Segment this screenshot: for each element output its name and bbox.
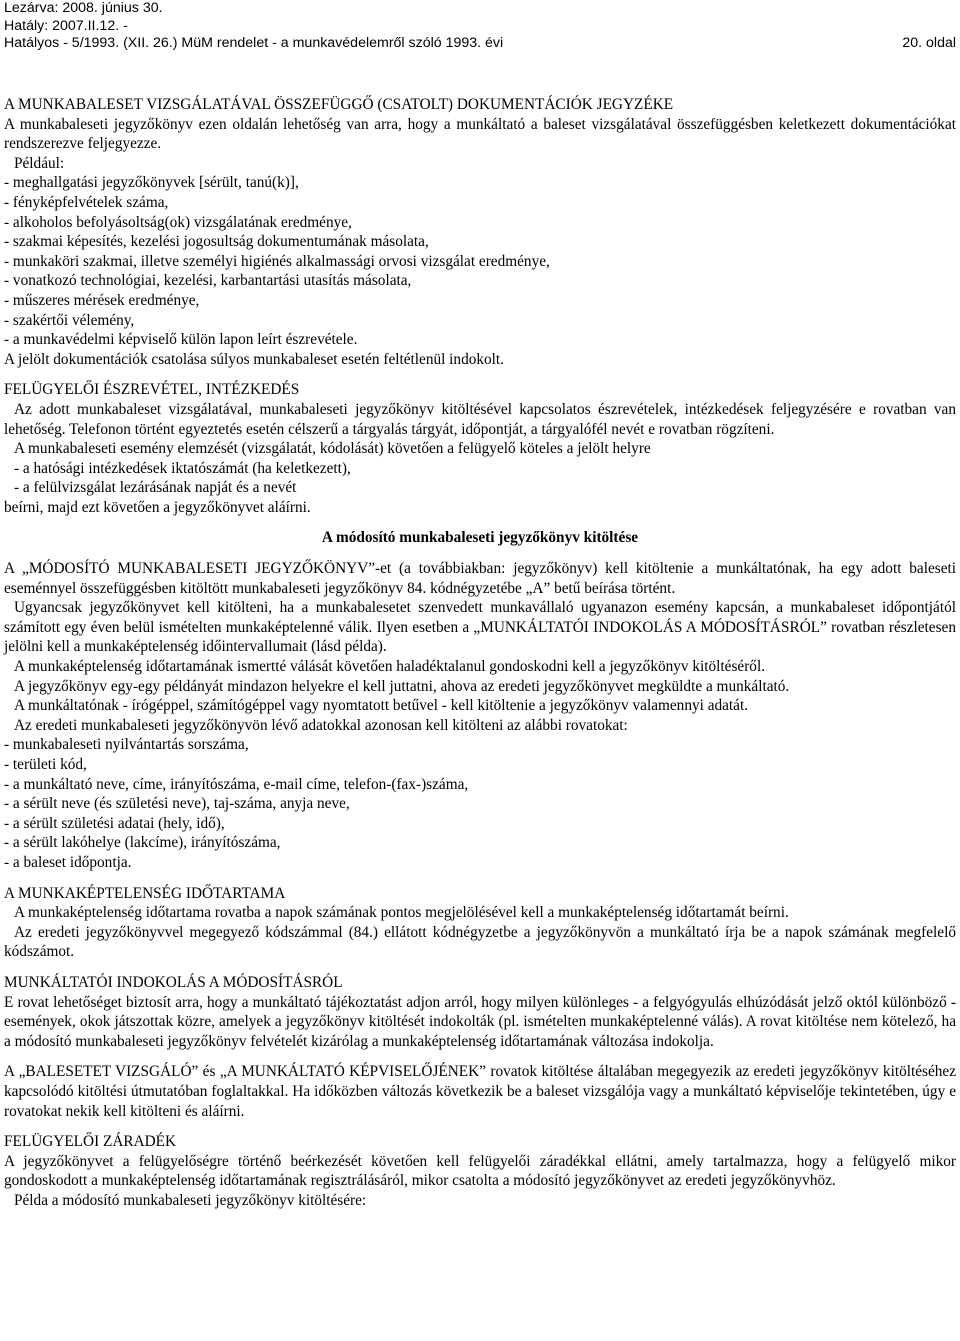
paragraph: beírni, majd ezt követően a jegyzőkönyvet aláírni.: [4, 498, 311, 516]
effective-date: Hatály: 2007.II.12. -: [4, 17, 128, 34]
document-reference: Hatályos - 5/1993. (XII. 26.) MüM rendelet - a munkavédelemről szóló 1993. évi: [4, 35, 504, 51]
list-item: - a munkáltató neve, címe, irányítószáma, e-mail címe, telefon-(fax-)száma,: [4, 775, 469, 793]
section-title-amendment-report: A módosító munkabaleseti jegyzőkönyv kitöltése: [321, 529, 639, 547]
list-item: - a felülvizsgálat lezárásának napját és a nevét: [14, 479, 297, 497]
list-item: - a hatósági intézkedések iktatószámát (ha keletkezett),: [14, 459, 351, 477]
paragraph: A munkaképtelenség időtartama rovatba a napok számának pontos megjelölésével kell a munkaképtelenség időtartamát beírni.: [14, 904, 789, 922]
list-item: - a munkavédelmi képviselő külön lapon leírt észrevétele.: [4, 331, 358, 349]
paragraph: E rovat lehetőséget biztosít arra, hogy a munkáltató tájékoztatást adjon arról, hogy milyen különleges - a felgyógyulás elhúzódását jelző októl különböző - események, okok játszottak közre, amelyek a jegyzőkönyv kitöltését indokolták (pl. ismételten munkaképtelenné válás). A rovat kitöltése nem kötelező, ha a módosító munkabaleseti jegyzőkönyv felvételét kizárólag a munkaképtelenség időtartamának változása indokolja.: [4, 993, 956, 1050]
paragraph: Például:: [14, 154, 65, 172]
list-item: - a sérült neve (és születési neve), taj-száma, anyja neve,: [4, 795, 350, 813]
paragraph: A „BALESETET VIZSGÁLÓ” és „A MUNKÁLTATÓ KÉPVISELŐJÉNEK” rovatok kitöltése általában megegyezik az eredeti jegyzőkönyv kitöltéséhez kapcsolódó kitöltési útmutatóban foglaltakkal. Ha időközben változás következik be a baleset vizsgálója vagy a munkáltató képviselője tekintetében, úgy e rovatokat nekik kell kitölteni és aláírni.: [4, 1063, 956, 1120]
paragraph: A munkáltatónak - írógéppel, számítógéppel vagy nyomtatott betűvel - kell kitöltenie a jegyzőkönyv valamennyi adatát.: [14, 697, 749, 715]
paragraph: Példa a módosító munkabaleseti jegyzőkönyv kitöltésére:: [14, 1191, 367, 1209]
paragraph: A „MÓDOSÍTÓ MUNKABALESETI JEGYZŐKÖNYV”-et (a továbbiakban: jegyzőkönyv) kell kitöltenie a munkáltatónak, ha egy adott baleseti eseménnyel összefüggésben kitöltött munkabaleseti jegyzőkönyv 84. kódnégyzetébe „A” betű beírása történt.: [4, 560, 956, 597]
paragraph: A munkabaleseti jegyzőkönyv ezen oldalán lehetőség van arra, hogy a munkáltató a baleset vizsgálatával összefüggésben keletkezett dokumentációkat rendszerezve feljegyezze.: [4, 115, 956, 153]
paragraph: A munkabaleseti esemény elemzését (vizsgálatát, kódolását) követően a felügyelő köteles a jelölt helyre: [14, 440, 651, 458]
list-item: - meghallgatási jegyzőkönyvek [sérült, tanú(k)],: [4, 174, 299, 192]
list-item: - szakértői vélemény,: [4, 311, 135, 329]
list-item: - szakmai képesítés, kezelési jogosultság dokumentumának másolata,: [4, 233, 429, 251]
list-item: - vonatkozó technológiai, kezelési, karbantartási utasítás másolata,: [4, 272, 412, 290]
list-item: - a sérült születési adatai (hely, idő),: [4, 814, 225, 832]
paragraph: Az eredeti munkabaleseti jegyzőkönyvön lévő adatokkal azonosan kell kitölteni az alábbi rovatokat:: [14, 716, 628, 734]
document-body: [4, 95, 956, 1210]
list-item: - területi kód,: [4, 756, 87, 773]
list-item: - a sérült lakóhelye (lakcíme), irányítószáma,: [4, 834, 281, 852]
list-item: - műszeres mérések eredménye,: [4, 291, 200, 309]
paragraph: Ugyancsak jegyzőkönyvet kell kitölteni, ha a munkabalesetet szenvedett munkavállaló ugyanazon esemény kapcsán, a munkabaleset időpontjától számított egy éven belül ismételten munkaképtelenné válik. Ilyen esetben a „MUNKÁLTATÓI INDOKOLÁS A MÓDOSÍTÁSRÓL” rovatban részletesen jelölni kell a munkaképtelenség időintervallumait (lásd példa).: [4, 599, 956, 656]
list-item: - munkaköri szakmai, illetve személyi higiénés alkalmassági orvosi vizsgálat eredménye,: [4, 252, 550, 270]
page-number: 20. oldal: [902, 35, 956, 51]
list-item: - munkabaleseti nyilvántartás sorszáma,: [4, 736, 249, 754]
paragraph: Az eredeti jegyzőkönyvvel megegyező kódszámmal (84.) ellátott kódnégyzetbe a jegyzőkönyvön a munkáltató írja be a napok számának megfelelő kódszámot.: [4, 923, 956, 961]
section-title-inspector-remarks: FELÜGYELŐI ÉSZREVÉTEL, INTÉZKEDÉS: [4, 381, 300, 399]
page-header: [4, 0, 956, 53]
section-title-inspector-clause: FELÜGYELŐI ZÁRADÉK: [4, 1133, 177, 1151]
list-item: - fényképfelvételek száma,: [4, 193, 169, 211]
list-item: - alkoholos befolyásoltság(ok) vizsgálatának eredménye,: [4, 213, 352, 231]
paragraph: Az adott munkabaleset vizsgálatával, munkabaleseti jegyzőkönyv kitöltésével kapcsolatos észrevételek, intézkedések feljegyzésére e rovatban van lehetőség. Telefonon történt egyeztetés esetén célszerű a tárgyalás tárgyát, időpontját, a tárgyalófél nevét e rovatban rögzíteni.: [4, 400, 956, 438]
paragraph: A jegyzőkönyvet a felügyelőségre történő beérkezését követően kell felügyelői záradékkal ellátni, amely tartalmazza, hogy a felügyelő mikor gondoskodott a munkaképtelenség időtartamának regisztrálásáról, mikor csatolta a módosító jegyzőkönyvet az eredeti jegyzőkönyvhöz.: [4, 1152, 956, 1190]
list-item: - a baleset időpontja.: [4, 853, 132, 871]
paragraph: A munkaképtelenség időtartamának ismertté válását követően haladéktalanul gondoskodni kell a jegyzőkönyv kitöltéséről.: [14, 658, 766, 676]
paragraph: A jelölt dokumentációk csatolása súlyos munkabaleset esetén feltétlenül indokolt.: [4, 350, 505, 368]
section-title-attached-docs: A MUNKABALESET VIZSGÁLATÁVAL ÖSSZEFÜGGŐ (CSATOLT) DOKUMENTÁCIÓK JEGYZÉKE: [4, 96, 674, 113]
paragraph: A jegyzőkönyv egy-egy példányát mindazon helyekre el kell juttatni, ahova az eredeti jegyzőkönyvet megküldte a munkáltató.: [14, 677, 790, 695]
section-title-incapacity-duration: A MUNKAKÉPTELENSÉG IDŐTARTAMA: [4, 884, 286, 902]
section-title-employer-justification: MUNKÁLTATÓI INDOKOLÁS A MÓDOSÍTÁSRÓL: [4, 973, 343, 991]
closing-date: Lezárva: 2008. június 30.: [4, 0, 163, 16]
